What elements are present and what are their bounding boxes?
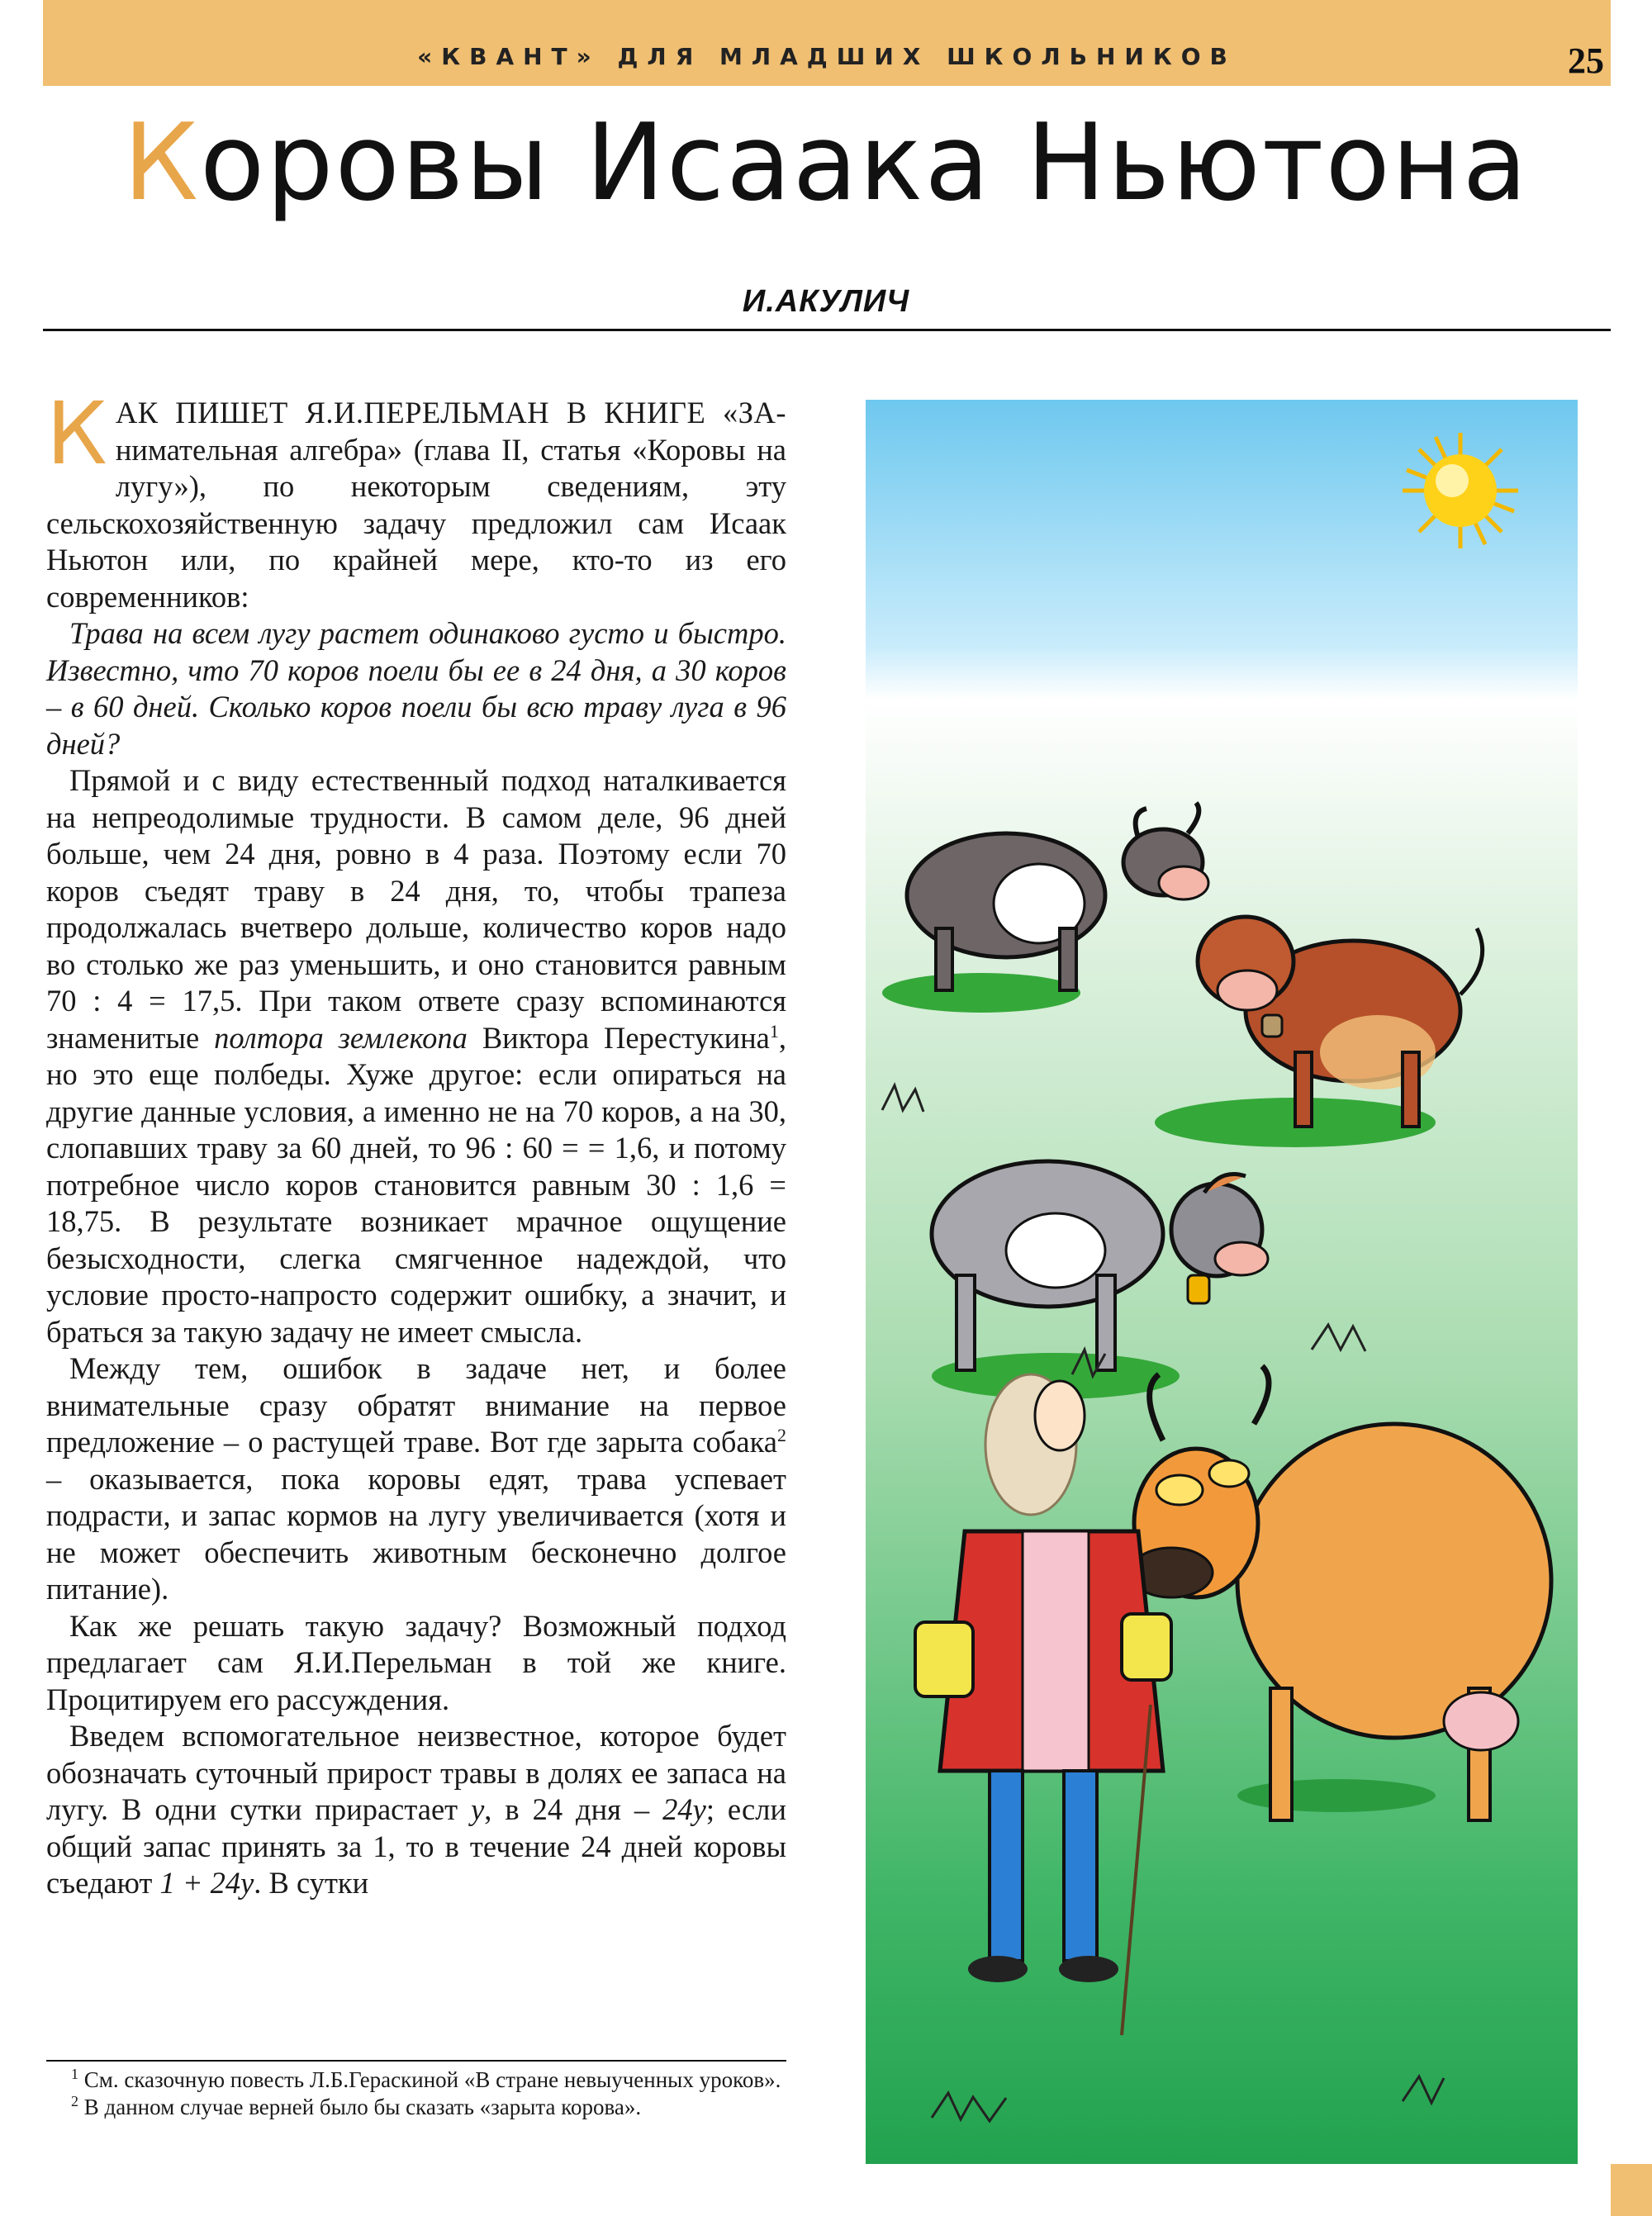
p6-text-a: Введем вспомогательное неизвестное, которое будет обозначать суточный прирост травы в долях ее запаса на лугу. В одни сутки прирастает <box>46 1719 786 1826</box>
p6-text-d: . В сутки <box>254 1866 369 1900</box>
author-name: И.АКУЛИЧ <box>742 284 910 319</box>
p6-text-b: , в 24 дня – <box>484 1792 650 1826</box>
p3-text-b: Виктора Перестукина <box>482 1020 770 1055</box>
p3-italic: полтора землекопа <box>214 1020 468 1055</box>
paragraph-approach: Как же решать такую задачу? Возможный подход предлагает сам Я.И.Перельман в той же книге. Процитируем его рассуждения. <box>46 1608 786 1716</box>
var-y: y <box>471 1792 485 1826</box>
cow-red-icon <box>1155 917 1483 1147</box>
article-body <box>46 383 786 1902</box>
footnote-2-mark: 2 <box>71 2093 78 2109</box>
footnote-1 <box>46 2067 786 2094</box>
var-24y: 24y <box>662 1792 706 1826</box>
cows-illustration <box>866 400 1578 2164</box>
footnotes <box>46 2067 786 2121</box>
footnote-2-text: В данном случае верней было бы сказать «зарыта корова». <box>83 2095 642 2119</box>
intro-caps: АК ПИШЕТ Я.И.ПЕРЕЛЬМАН В КНИГЕ «ЗА- <box>115 396 786 429</box>
paragraph-growing-grass <box>46 1350 786 1608</box>
footnote-2 <box>46 2094 786 2121</box>
drop-cap: К <box>46 383 107 484</box>
footnote-ref-2: 2 <box>777 1424 786 1445</box>
intro-text: нимательная алгебра» (глава II, статья «Коровы на лугу»), по некоторым сведениям, эту сельскохозяйственную задачу предложил сам Исаак Ньютон или, по крайней мере, кто-то из его современников: <box>46 432 786 614</box>
footnote-divider <box>46 2060 786 2062</box>
footnote-1-mark: 1 <box>71 2066 78 2082</box>
footnote-ref-1: 1 <box>769 1020 779 1042</box>
isaac-newton-figure <box>915 1374 1171 2035</box>
illustration-drawing <box>866 400 1578 2164</box>
p4-text-a: Между тем, ошибок в задаче нет, и более внимательные сразу обратят внимание на первое предложение – о растущей траве. Вот где зарыта собака <box>46 1351 786 1459</box>
paragraph-intro <box>46 383 786 615</box>
problem-statement: Трава на всем лугу растет одинаково густо и быстро. Известно, что 70 коров поели бы ее в 24 дня, а 30 коров – в 60 дней. Сколько коров поели бы всю траву луга в 96 дней? <box>46 616 786 761</box>
title-rest: оровы Исаака Ньютона <box>199 102 1529 225</box>
footnote-1-text: См. сказочную повесть Л.Б.Гераскиной «В стране невыученных уроков». <box>83 2067 781 2092</box>
cow-brown-white-icon <box>882 803 1208 1013</box>
p6-text-c: ; если общий запас принять за 1, то в течение 24 дней коровы съедают <box>46 1792 786 1900</box>
article-title <box>0 102 1652 225</box>
paragraph-naive-approach <box>46 762 786 1350</box>
p3-text-a: Прямой и с виду естественный подход наталкивается на непреодолимые трудности. В самом деле, 96 дней больше, чем 24 дня, ровно в 4 раза. Поэтому если 70 коров съедят траву в 24 дня, то, чтобы трапеза продолжалась вчетверо дольше, количество коров надо во столько же раз уменьшить, и оно становится равным 70 : 4 = 17,5. При таком ответе сразу вспоминаются знаменитые <box>46 763 786 1055</box>
header-band <box>43 0 1611 86</box>
sun-icon <box>1403 433 1518 548</box>
page-number: 25 <box>1568 40 1604 81</box>
title-divider <box>43 329 1611 331</box>
p3-text-c: , но это еще полбеды. Хуже другое: если опираться на другие данные условия, а именно не на 70 коров, а на 30, слопавших траву за 60 дней, то 96 : 60 = = 1,6, и потому потребное число коров становится равным 30 : 1,6 = 18,75. В результате возникает мрачное ощущение безысходности, слегка смягченное надеждой, что условие просто-напросто содержит ошибку, а значит, и браться за такую задачу не имеет смысла. <box>46 1020 786 1349</box>
corner-tab <box>1611 2164 1652 2216</box>
paragraph-unknown <box>46 1718 786 1902</box>
magazine-section-title: «КВАНТ» ДЛЯ МЛАДШИХ ШКОЛЬНИКОВ <box>417 43 1237 70</box>
title-first-letter: К <box>123 102 200 225</box>
cow-orange-icon <box>1130 1366 1551 1820</box>
p4-text-b: – оказывается, пока коровы едят, трава успевает подрасти, и запас кормов на лугу увеличивается (хотя и не может обеспечить животным бесконечно долгое питание). <box>46 1461 786 1606</box>
var-1-plus-24y: 1 + 24y <box>159 1866 254 1900</box>
